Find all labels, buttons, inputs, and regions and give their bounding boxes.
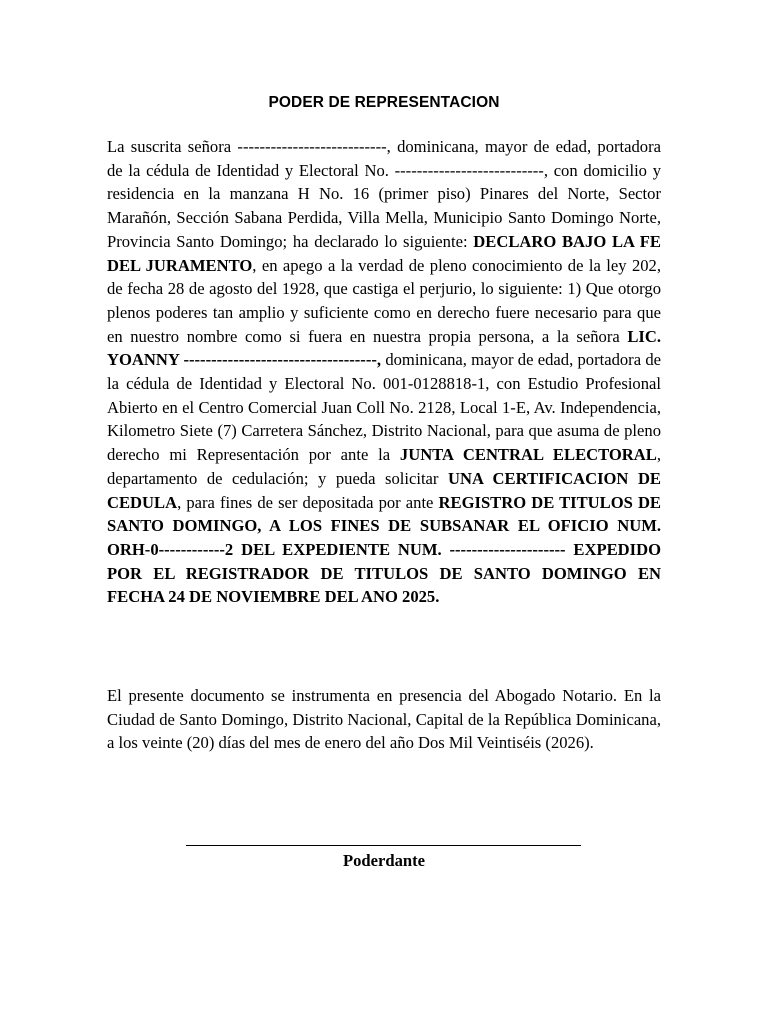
document-title: PODER DE REPRESENTACION (268, 94, 500, 111)
bold-representative-name: LIC. YOANNY -----------------------------------, (107, 326, 661, 370)
signature-line (186, 845, 581, 846)
notarial-paragraph: El presente documento se instrumenta en presencia del Abogado Notario. En la Ciudad de Santo Domingo, Distrito Nacional, Capital de la República Dominicana, a los veinte (20) días del mes de enero del año Dos Mil Veintiséis (2026). (107, 686, 661, 753)
paragraph-text: , para fines de ser depositada por ante (177, 492, 439, 512)
paragraph-text: , en apego a la verdad de pleno conocimiento de la ley 202, de fecha 28 de agosto del 1928, que castiga el perjurio, lo siguiente: 1) Que otorgo plenos poderes tan amplio y suficiente como en derecho fuere necesario para que en nuestro nombre como si fuera en nuestra propia persona, a la señora (107, 255, 661, 346)
bold-institution-name: JUNTA CENTRAL ELECTORAL (399, 445, 657, 465)
declaration-paragraph (107, 135, 661, 609)
bold-oath-phrase: DECLARO BAJO LA FE DEL JURAMENTO (107, 231, 661, 275)
bold-certificate-request: UNA CERTIFICACION DE CEDULA (107, 468, 661, 512)
paragraph-text: dominicana, mayor de edad, portadora de la cédula de Identidad y Electoral No. 001-0128818-1, con Estudio Profesional Abierto en el Centro Comercial Juan Coll No. 2128, Local 1-E, Av. Independencia, Kilometro Siete (7) Carretera Sánchez, Distrito Nacional, para que asuma de pleno derecho mi Representación por ante la (107, 350, 662, 465)
signature-label: Poderdante (342, 851, 426, 870)
bold-registry-purpose: REGISTRO DE TITULOS DE SANTO DOMINGO, A LOS FINES DE SUBSANAR EL OFICIO NUM. ORH-0------------2 DEL EXPEDIENTE NUM. --------------------- EXPEDIDO POR EL REGISTRADOR DE TITULOS DE SANTO DOMINGO EN FECHA 24 DE NOVIEMBRE DEL ANO 2025. (107, 492, 662, 607)
paragraph-text: , departamento de cedulación; y pueda solicitar (107, 445, 661, 488)
paragraph-text: La suscrita señora ---------------------------, dominicana, mayor de edad, portadora de la cédula de Identidad y Electoral No. ---------------------------, con domicilio y residencia en la manzana H No. 16 (primer piso) Pinares del Norte, Sector Marañón, Sección Sabana Perdida, Villa Mella, Municipio Santo Domingo Norte, Provincia Santo Domingo; ha declarado lo siguiente: (107, 137, 661, 251)
